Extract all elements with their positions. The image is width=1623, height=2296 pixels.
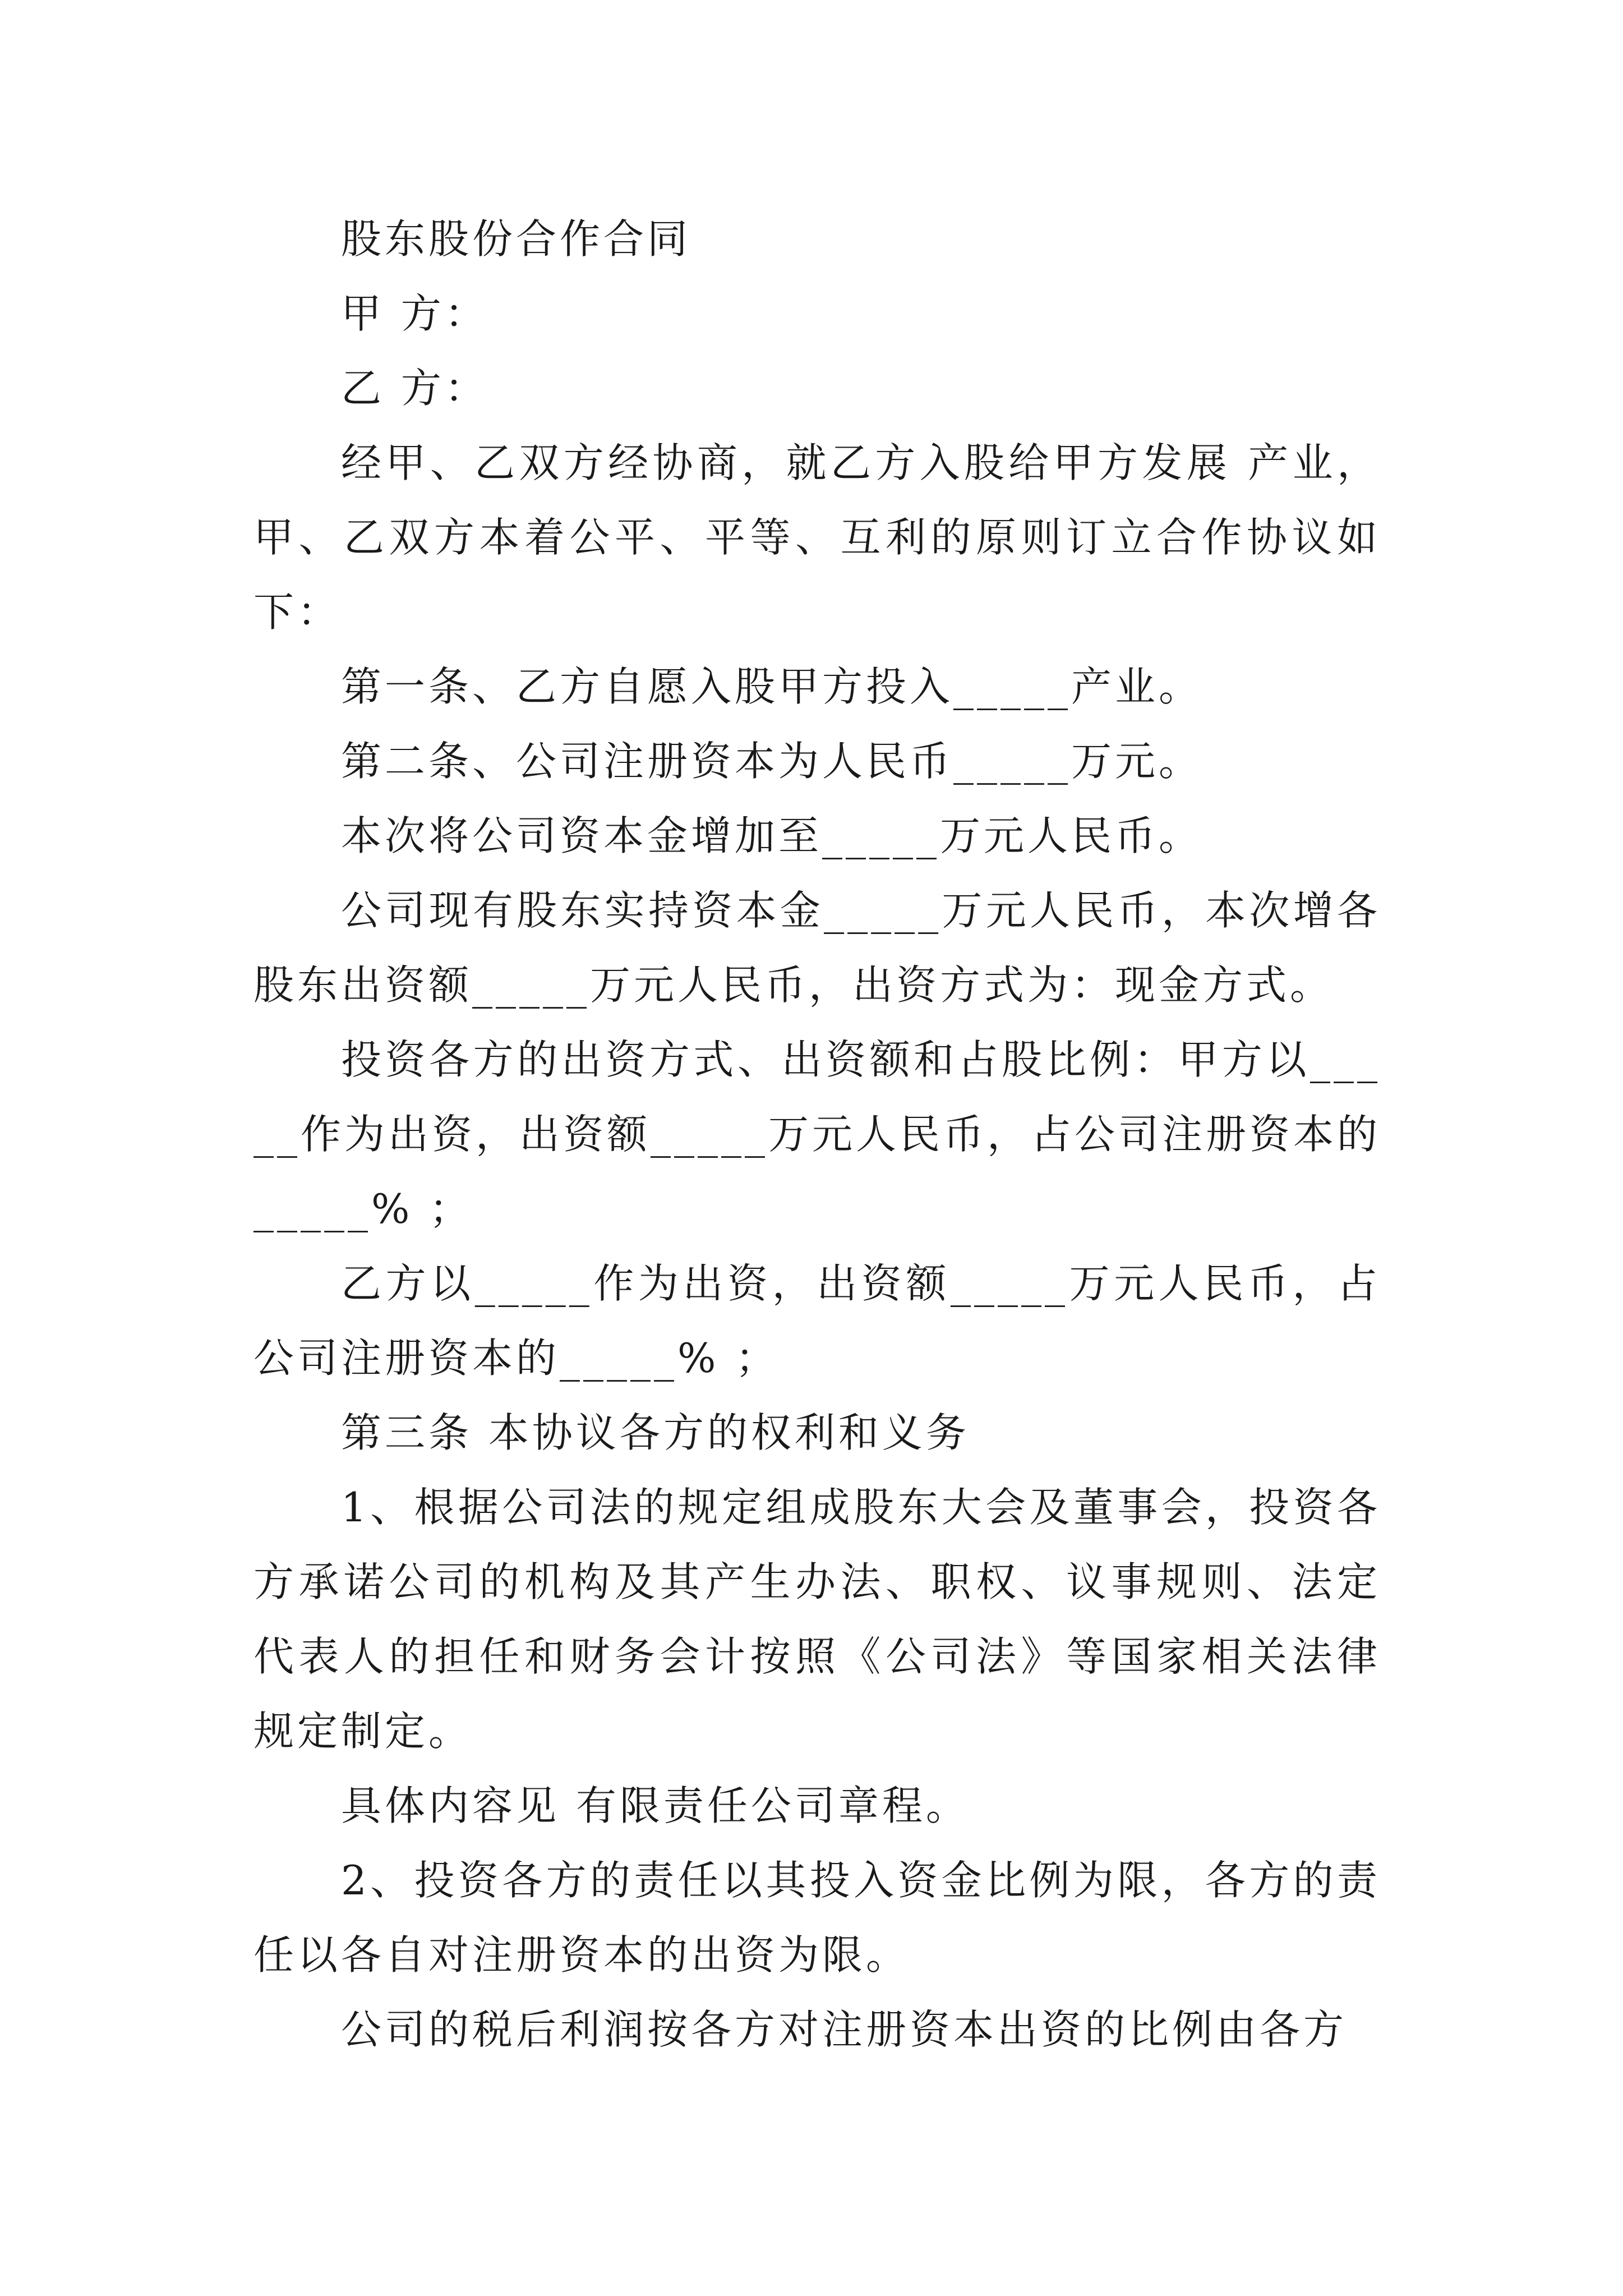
party-a-line: 甲 方： [341, 290, 488, 337]
clause-1-paragraph: 1、根据公司法的规定组成股东大会及董事会，投资各方承诺公司的机构及其产生办法、职权、议事规则、法定代表人的担任和财务会计按照《公司法》等国家相关法律规定制定。 [253, 1484, 1381, 1755]
article-1: 第一条、乙方自愿入股甲方投入_____产业。 [341, 663, 1203, 710]
contract-body [253, 202, 1381, 2067]
existing-capital-paragraph: 公司现有股东实持资本金_____万元人民币，本次增各股东出资额_____万元人民币，出资方式为：现金方式。 [253, 887, 1381, 1009]
articles-reference-paragraph: 具体内容见 有限责任公司章程。 [341, 1782, 970, 1829]
clause-2-paragraph: 2、投资各方的责任以其投入资金比例为限，各方的责任以各自对注册资本的出资为限。 [253, 1857, 1381, 1978]
contract-title: 股东股份合作合同 [341, 215, 691, 263]
profit-distribution-paragraph: 公司的税后利润按各方对注册资本出资的比例由各方 [341, 2006, 1348, 2053]
party-b-line: 乙 方： [341, 365, 488, 412]
party-a-contribution-paragraph: 投资各方的出资方式、出资额和占股比例：甲方以_____作为出资，出资额_____万元人民币，占公司注册资本的_____% ； [253, 1036, 1381, 1232]
article-2: 第二条、公司注册资本为人民币_____万元。 [341, 738, 1203, 785]
preamble-paragraph: 经甲、乙双方经协商，就乙方入股给甲方发展 产业，甲、乙双方本着公平、平等、互利的原则订立合作协议如下： [253, 439, 1381, 636]
party-b-contribution-paragraph: 乙方以_____作为出资，出资额_____万元人民币，占公司注册资本的_____% ； [253, 1260, 1381, 1382]
article-3-heading: 第三条 本协议各方的权利和义务 [341, 1409, 970, 1456]
capital-increase-paragraph: 本次将公司资本金增加至_____万元人民币。 [341, 812, 1203, 859]
